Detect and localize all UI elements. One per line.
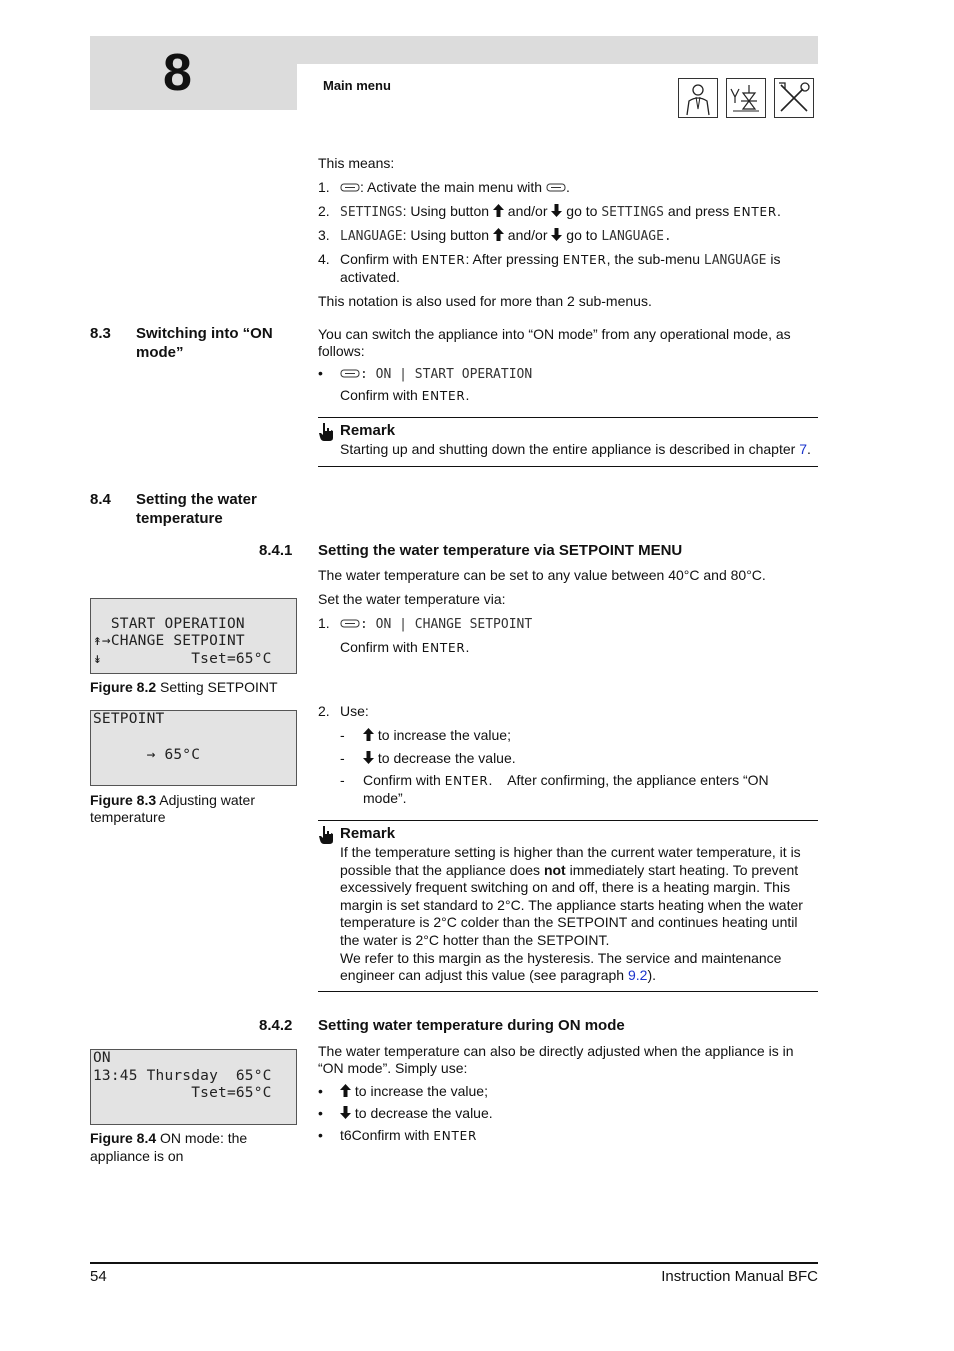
lcd-line: ↡ Tset=65°C [93,651,272,667]
footer-rule [90,1262,818,1264]
remark-text: Starting up and shutting down the entire appliance is described in chapter 7. [340,441,811,457]
menu-key-icon [340,618,360,629]
intro-step-2-text: SETTINGS: Using button and/or go to SETTINGS and press ENTER. [340,203,781,220]
section-8-4-1-command: : ON | CHANGE SETPOINT [340,614,532,634]
bullet: • [318,365,323,381]
remark-hand-icon [318,422,334,445]
intro-step-1: 1. [318,179,330,195]
step-2-text: Use: [340,703,369,719]
lcd-line: 13:45 Thursday 65°C [93,1068,272,1084]
arrow-down-icon [551,228,562,241]
footer-title: Instruction Manual BFC [661,1268,818,1285]
remark-top-rule [318,417,818,418]
intro-step-4: 4. [318,251,330,267]
section-8-4-2-title: Setting water temperature during ON mode [318,1017,625,1034]
arrow-up-icon [363,728,374,741]
figure-8-4-caption-line2: appliance is on [90,1148,184,1164]
intro-step-3-text: LANGUAGE: Using button and/or go to LANGUAGE. [340,227,672,244]
bullet: • [318,1127,323,1143]
section-8-3-body-1: You can switch the appliance into “ON mode” from any operational mode, as [318,326,791,342]
arrow-down-icon [551,204,562,217]
use-dash-3: - [340,772,345,788]
intro-closing: This notation is also used for more than 2 sub-menus. [318,293,652,309]
use-item-increase: to increase the value; [363,726,511,744]
section-8-3-body-2: follows: [318,343,365,359]
section-8-4-1-title: Setting the water temperature via SETPOINT MENU [318,542,683,559]
bullet: • [318,1083,323,1099]
figure-8-3-caption-line2: temperature [90,809,166,825]
menu-key-icon [340,182,360,193]
remark-title: Remark [340,825,396,842]
section-8-4-2-p2: “ON mode”. Simply use: [318,1060,468,1076]
section-8-3-title-line2: mode” [136,344,184,361]
on-mode-confirm: t6Confirm with ENTER [340,1127,478,1143]
section-8-4-title-line1: Setting the water [136,491,257,508]
intro-lead: This means: [318,155,395,171]
remark-hand-icon [318,825,334,848]
header-band [297,36,818,64]
use-item-confirm: Confirm with ENTER. After confirming, the appliance enters “ON [363,772,769,788]
section-8-4-1-p2: Set the water temperature via: [318,591,506,607]
section-8-3-title-line1: Switching into “ON [136,325,273,342]
section-8-4-1-confirm: Confirm with ENTER. [340,639,470,655]
section-8-4-2-p1: The water temperature can also be directly adjusted when the appliance is in [318,1043,794,1059]
section-8-4-1-number: 8.4.1 [259,542,293,559]
lcd-line: ON [93,1050,111,1066]
menu-key-icon [340,368,360,379]
intro-step-3: 3. [318,227,330,243]
section-8-3-number: 8.3 [90,325,111,342]
section-8-4-2-number: 8.4.2 [259,1017,293,1034]
remark-bottom-rule [318,991,818,992]
lcd-figure-8-4 [90,1049,297,1125]
header-section-title: Main menu [323,78,391,93]
intro-step-4-cont: activated. [340,269,400,285]
paragraph-link[interactable]: 9.2 [627,967,648,984]
lcd-line: → 65°C [93,747,201,763]
arrow-down-icon [363,751,374,764]
step-2-number: 2. [318,703,330,719]
arrow-up-icon [493,228,504,241]
step-1-number: 1. [318,615,330,631]
remark-bottom-rule [318,466,818,467]
use-item-confirm-cont: mode”. [363,790,407,806]
chapter-link[interactable]: 7 [799,441,807,457]
arrow-up-icon [493,204,504,217]
intro-step-1-text: : Activate the main menu with . [340,178,570,196]
lcd-figure-8-2 [90,598,297,674]
figure-8-3-caption: Figure 8.3 Adjusting water [90,792,255,808]
page-number: 54 [90,1268,107,1285]
on-mode-increase: to increase the value; [340,1082,488,1100]
lcd-figure-8-3 [90,710,297,786]
lcd-line: START OPERATION [93,616,245,632]
chapter-number: 8 [163,44,192,102]
remark-hysteresis-text: If the temperature setting is higher than the current water temperature, it is possible that the appliance does not immediately start heating. To prevent excessively frequent switching on and off, there is a heating margin. This margin is set standard to 2°C. The appliance starts heating when the water temperature is 2°C colder than the SETPOINT and continues heating until the water is 2°C hotter than the SETPOINT. We refer to this margin as the hysteresis. The service and maintenance engineer can adjust this value (see paragraph 9.2). [340,844,803,984]
lcd-line: ↟→CHANGE SETPOINT [93,633,245,649]
figure-8-2-caption: Figure 8.2 Setting SETPOINT [90,679,278,695]
arrow-down-icon [340,1106,351,1119]
user-icon [678,78,718,118]
lcd-line: SETPOINT [93,711,165,727]
section-8-3-command: : ON | START OPERATION [340,364,532,384]
intro-step-2: 2. [318,203,330,219]
arrow-up-icon [340,1084,351,1097]
use-dash-2: - [340,750,345,766]
remark-top-rule [318,820,818,821]
section-8-4-1-p1: The water temperature can be set to any value between 40°C and 80°C. [318,567,766,583]
section-8-4-number: 8.4 [90,491,111,508]
intro-step-4-text: Confirm with ENTER: After pressing ENTER, the sub-menu LANGUAGE is [340,251,781,268]
use-dash-1: - [340,727,345,743]
on-mode-decrease: to decrease the value. [340,1104,493,1122]
menu-key-icon [546,182,566,193]
service-tools-icon [774,78,814,118]
section-8-3-confirm: Confirm with ENTER. [340,387,470,403]
use-item-decrease: to decrease the value. [363,749,516,767]
bullet: • [318,1105,323,1121]
figure-8-4-caption: Figure 8.4 ON mode: the [90,1130,248,1146]
valve-diagram-icon [726,78,766,118]
remark-title: Remark [340,422,396,439]
section-8-4-title-line2: temperature [136,510,223,527]
lcd-line: Tset=65°C [93,1085,272,1101]
